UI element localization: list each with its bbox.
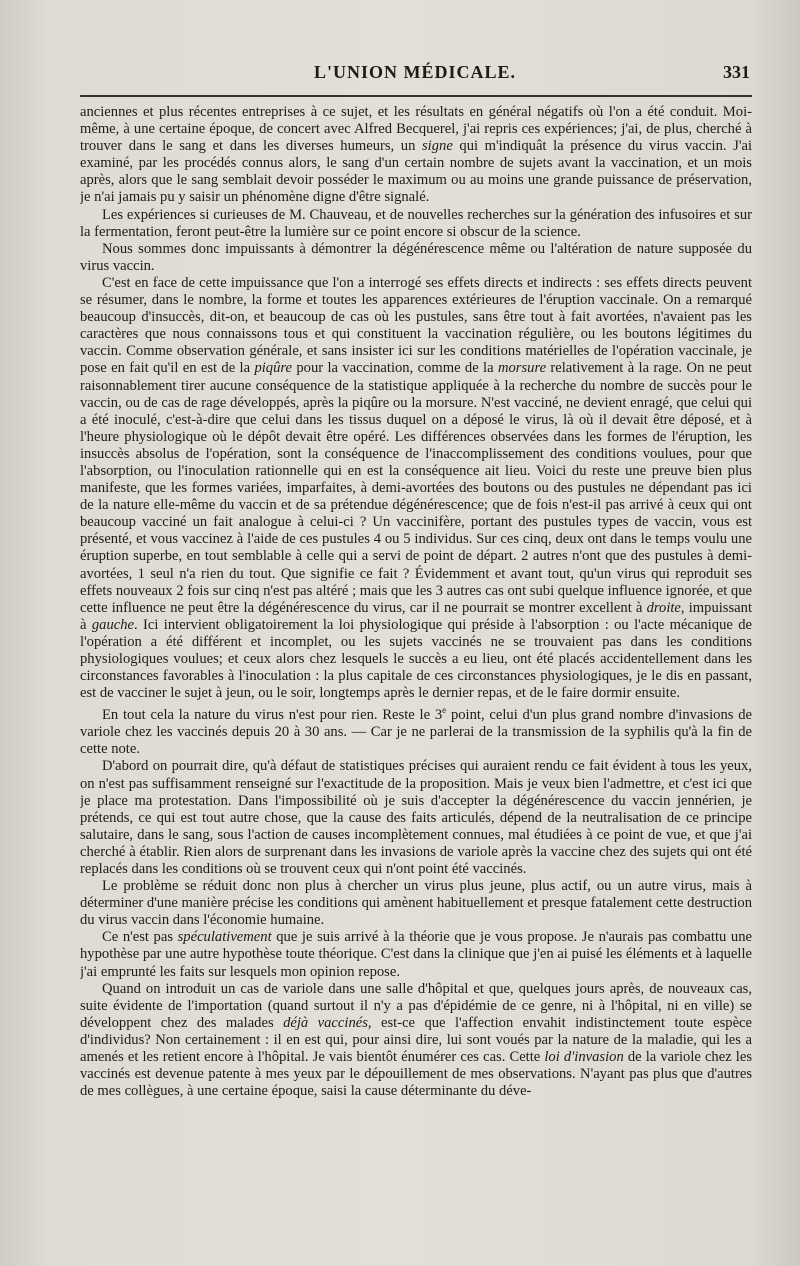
running-header xyxy=(80,62,750,92)
journal-title: L'UNION MÉDICALE. xyxy=(313,62,517,82)
paragraph: Nous sommes donc impuissants à démontrer la dégénérescence même ou l'altération de nature supposée du virus vaccin. xyxy=(80,240,752,274)
paragraph: Ce n'est pas spéculativement que je suis arrivé à la théorie que je vous propose. Je n'aurais pas combattu une hypothèse par une autre hypothèse toute théorique. C'est dans la clinique que j'en ai puisé les éléments et à laquelle j'ai emprunté les faits sur lesquels mon opinion repose. xyxy=(80,929,752,980)
paragraph: C'est en face de cette impuissance que l'on a interrogé ses effets directs et indirects : ses effets directs peuvent se résumer, dans le nombre, la forme et toutes les apparences extérieures de l'éruption vaccinale. On a remarqué beaucoup d'insuccès, dit-on, et beaucoup de cas où les pustules, sans être tout à fait avortées, n'avaient pas les caractères que nous connaissons tous et qui constituent la vaccination régulière, ou les boutons légitimes du vaccin. Comme observation générale, et sans insister ici sur les conditions matérielles de l'opération vaccinale, je pose en fait qu'il en est de la piqûre pour la vaccination, comme de la morsure relativement à la rage. On ne peut raisonnablement tirer aucune conséquence de la statistique appliquée à la recherche du nombre de succès pour le vaccin, ou de cas de rage développés, après la piqûre ou la morsure. N'est vacciné, ne devient enragé, que celui qui a été inoculé, c'est-à-dire que celui dans les tissus duquel on a déposé le virus, là où il devait être déposé, et à l'heure physiologique où le dépôt devait être opéré. Les différences observées dans les formes de l'éruption, les insuccès absolus de l'opération, sont la conséquence de l'inaccomplissement des conditions voulues, pour que l'absorption, ou l'inoculation rationnelle qui en est la conséquence ait lieu. Voici du reste une preuve bien plus manifeste, que les formes variées, imparfaites, à demi-avortées des boutons ou des pustules ne dépendant pas ici de la nature elle-même du vaccin et de sa prétendue dégénérescence; que de fois n'est-il pas arrivé à ceux qui ont beaucoup vacciné un fait analogue à celui-ci ? Un vaccinifère, portant des pustules types de vaccin, vous est présenté, et vous vaccinez à l'aide de ces pustules 4 ou 5 individus. Sur ces cinq, deux ont dans le temps voulu une éruption superbe, en tout semblable à celle qui a servi de point de départ. 2 autres n'ont que des pustules à demi-avortées, 1 seul n'a rien du tout. Que signifie ce fait ? Évidemment et avant tout, qu'un virus qui reproduit ses effets nouveaux 2 fois sur cinq n'est pas altéré ; mais que les 3 autres cas ont subi quelque influence ignorée, et que cette influence ne peut être la dégénérescence du virus, car il ne pourrait se montrer excellent à droite, impuissant à gauche. Ici intervient obligatoirement la loi physiologique qui préside à l'absorption : ou l'acte mécanique de l'opération a été différent et incomplet, ou les sujets vaccinés ne se trouvaient pas dans les conditions physiologiques voulues; et ceux alors chez lesquels le succès a eu lieu, ont été placés accidentellement dans les circonstances favorables à l'inoculation : la plus capitale de ces circonstances physiologiques, je le dis en passant, est de vacciner le sujet à jeun, ou le soir, longtemps après le dernier repas, et de le faire dormir ensuite. xyxy=(80,274,752,702)
paragraph: Les expériences si curieuses de M. Chauveau, et de nouvelles recherches sur la génération des infusoires et sur la fermentation, feront peut-être la lumière sur ce point encore si obscur de la science. xyxy=(80,206,752,240)
header-rule xyxy=(80,95,752,97)
body-text xyxy=(80,104,752,1254)
paragraph: anciennes et plus récentes entreprises à ce sujet, et les résultats en général négatifs où l'on a été conduit. Moi-même, à une certaine époque, de concert avec Alfred Becquerel, j'ai repris ces expériences; j'ai, de plus, cherché à trouver dans le sang et dans les diverses humeurs, un signe qui m'indiquât la présence du virus vaccin. J'ai examiné, par les procédés connus alors, le sang d'un certain nombre de sujets avant la vaccination, et un mois après, alors que le sang semblait devoir posséder le maximum ou au moins une grande puissance de préservation, je n'ai jamais pu y saisir un phénomène digne d'être signalé. xyxy=(80,104,752,206)
page-number: 331 xyxy=(723,62,750,82)
paragraph: Le problème se réduit donc non plus à chercher un virus plus jeune, plus actif, ou un autre virus, mais à déterminer d'une manière précise les conditions qui amènent habituellement et presque fatalement cette destruction du virus vaccin dans l'économie humaine. xyxy=(80,878,752,929)
paragraph: Quand on introduit un cas de variole dans une salle d'hôpital et que, quelques jours après, de nouveaux cas, suite évidente de l'importation (quand surtout il n'y a pas d'épidémie de ce genre, ni à l'hôpital, ni en ville) se développent chez des malades déjà vaccinés, est-ce que l'affection envahit indistinctement toute espèce d'individus? Non certainement : il en est qui, pour ainsi dire, lui sont voués par la nature de la maladie, qui les a amenés et les retient encore à l'hôpital. Je vais bientôt énumérer ces cas. Cette loi d'invasion de la variole chez les vaccinés est devenue patente à mes yeux par le dépouillement de mes observations. N'ayant pas plus que d'autres de mes collègues, à une certaine époque, saisi la cause déterminante du déve- xyxy=(80,980,752,1100)
paragraph: En tout cela la nature du virus n'est pour rien. Reste le 3e point, celui d'un plus grand nombre d'invasions de variole chez les vaccinés depuis 20 à 30 ans. — Car je ne parlerai de la transmission de la syphilis qu'à la fin de cette note. xyxy=(80,705,752,758)
paragraph: D'abord on pourrait dire, qu'à défaut de statistiques précises qui auraient rendu ce fait évident à tous les yeux, on n'est pas suffisamment renseigné sur l'exactitude de la proposition. Mais je veux bien l'admettre, et c'est ici que je place ma protestation. Dans l'impossibilité où je suis d'accepter la dégénérescence du vaccin jennérien, je prétends, ce qui est tout autre chose, que la cause des faits articulés, dépend de la neutralisation de ce principe salutaire, dans le sang, sous l'action de causes incomplètement connues, mal étudiées à ce point de vue, et que j'ai cherché à établir. Rien alors de surprenant dans les invasions de variole après la vaccine chez des sujets qui ont été replacés dans les conditions où se trouvent ceux qui n'ont point été vaccinés. xyxy=(80,758,752,877)
